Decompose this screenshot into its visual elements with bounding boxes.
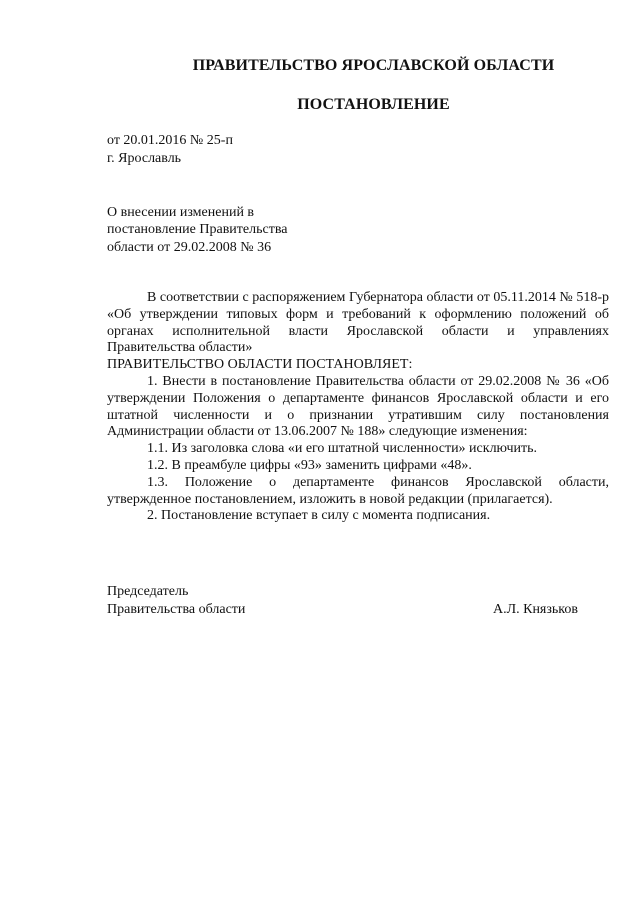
signature-position-line-1: Председатель (107, 584, 189, 599)
signatory-name: А.Л. Князьков (493, 602, 578, 617)
preamble-paragraph: В соответствии с распоряжением Губернатора области от 05.11.2014 № 518-р «Об утверждении типовых форм и требований к оформлению положений об органах исполнительной власти Ярославской области и управлениях Правительства области» (107, 290, 609, 356)
subject-line-2: постановление Правительства (107, 222, 288, 237)
city: г. Ярославль (107, 151, 182, 166)
document-type-title: ПОСТАНОВЛЕНИЕ (297, 96, 450, 113)
resolves-line: ПРАВИТЕЛЬСТВО ОБЛАСТИ ПОСТАНОВЛЯЕТ: (107, 357, 413, 373)
item-1-2-paragraph: 1.2. В преамбуле цифры «93» заменить цифрами «48». (147, 457, 472, 473)
item-2-paragraph: 2. Постановление вступает в силу с момента подписания. (147, 508, 491, 524)
document-body (107, 290, 609, 525)
subject-line-3: области от 29.02.2008 № 36 (107, 240, 272, 255)
organization-title: ПРАВИТЕЛЬСТВО ЯРОСЛАВСКОЙ ОБЛАСТИ (192, 57, 555, 74)
item-1-3-paragraph: 1.3. Положение о департаменте финансов Ярославской области, утвержденное постановлением, изложить в новой редакции (прилагается). (107, 474, 609, 507)
item-1-paragraph: 1. Внести в постановление Правительства области от 29.02.2008 № 36 «Об утверждении Положения о департаменте финансов Ярославской области и его штатной численности и о признании утратившим силу постановления Администрации области от 13.06.2007 № 188» следующие изменения: (107, 373, 609, 440)
subject-line-1: О внесении изменений в (107, 205, 255, 220)
item-1-1-paragraph: 1.1. Из заголовка слова «и его штатной численности» исключить. (147, 441, 538, 457)
signature-position-line-2: Правительства области (107, 602, 246, 617)
date-number: от 20.01.2016 № 25-п (107, 133, 233, 148)
